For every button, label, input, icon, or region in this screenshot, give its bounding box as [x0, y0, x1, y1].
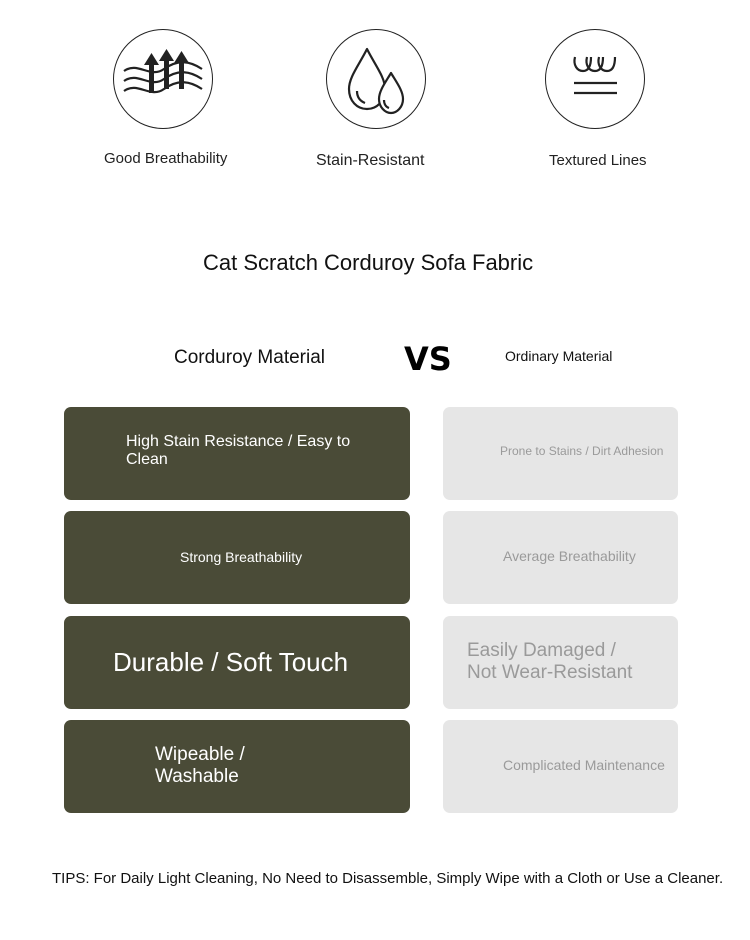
tips-text: TIPS: For Daily Light Cleaning, No Need to Disassemble, Simply Wipe with a Cloth or Use a Cleaner.: [52, 870, 724, 887]
corduroy-card: [64, 511, 410, 604]
corduroy-card: [64, 720, 410, 813]
ordinary-card: [443, 511, 678, 604]
corduroy-card: [64, 407, 410, 500]
ordinary-card-text: Complicated Maintenance: [503, 757, 665, 773]
breathability-icon-circle: [113, 29, 213, 129]
texture-icon-circle: [545, 29, 645, 129]
stain-icon-circle: [326, 29, 426, 129]
vs-label: VS: [404, 340, 452, 378]
ordinary-card-text: Prone to Stains / Dirt Adhesion: [500, 444, 664, 458]
ordinary-card-text: Easily Damaged / Not Wear-Resistant: [467, 640, 633, 683]
feature-label-stain: Stain-Resistant: [316, 152, 425, 169]
textured-lines-icon: [565, 49, 625, 109]
ordinary-card: [443, 616, 678, 709]
ordinary-card: [443, 407, 678, 500]
feature-label-breathability: Good Breathability: [104, 150, 228, 167]
corduroy-card: [64, 616, 410, 709]
ordinary-header: Ordinary Material: [505, 348, 613, 364]
corduroy-card-text: Durable / Soft Touch: [113, 647, 349, 677]
corduroy-card-text: Strong Breathability: [180, 549, 303, 565]
page-title: Cat Scratch Corduroy Sofa Fabric: [203, 250, 534, 275]
feature-label-texture: Textured Lines: [549, 152, 647, 169]
ordinary-card-text: Average Breathability: [503, 548, 636, 564]
water-drops-icon: [341, 43, 411, 115]
corduroy-card-text: Wipeable / Washable: [155, 744, 245, 787]
corduroy-card-text: High Stain Resistance / Easy to Clean: [126, 433, 351, 469]
corduroy-header: Corduroy Material: [174, 347, 325, 368]
ordinary-card: [443, 720, 678, 813]
breathability-arrows-icon: [120, 49, 206, 109]
